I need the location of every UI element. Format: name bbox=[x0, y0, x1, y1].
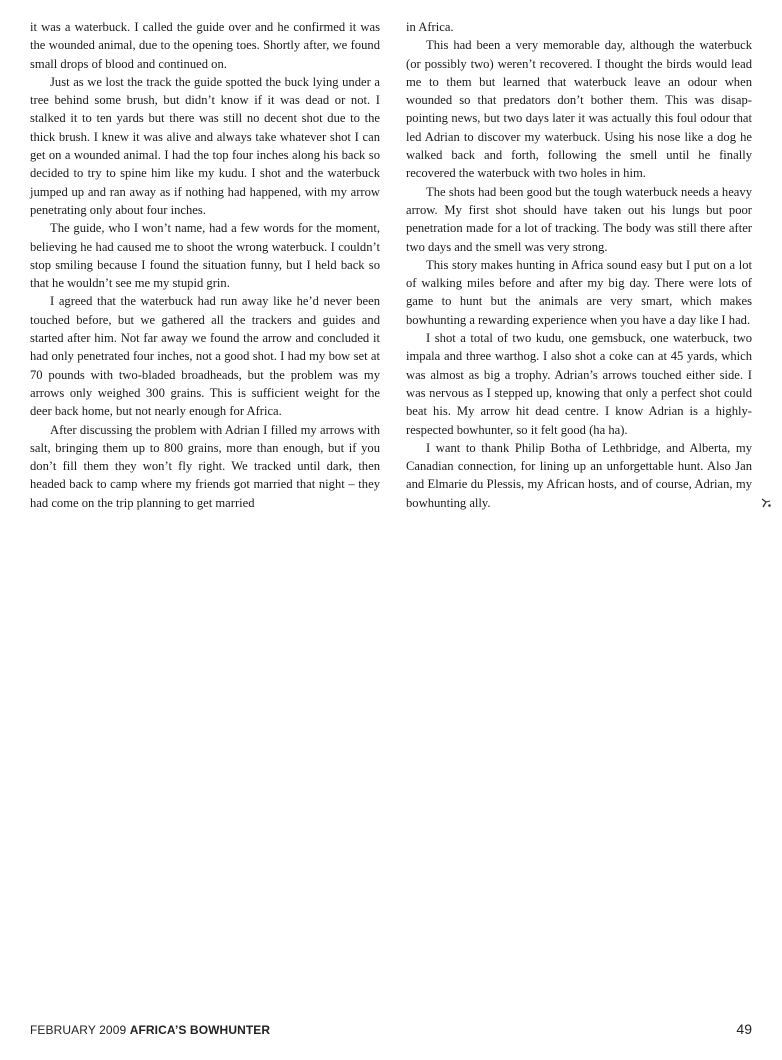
page-number: 49 bbox=[736, 1021, 752, 1037]
paragraph: in Africa. bbox=[406, 20, 454, 34]
footer-issue: FEBRUARY 2009 bbox=[30, 1023, 127, 1037]
paragraph: I agreed that the waterbuck had run away like he’d never been touched before, but we gathered all the trackers and guides and started after him. Not far away we found the arrow and concluded it had only penetrated four inches, not a good shot. I had my bow set at 70 pounds with two-bladed broadheads, but the problem was my arrows only weighed 300 grains. This is sufficient weight for the deer back home, but not nearly enough for Africa. bbox=[30, 294, 380, 419]
paragraph: The guide, who I won’t name, had a few words for the moment, believing he had caused me to shoot the wrong waterbuck. I couldn’t stop smiling because I found the situation funny, but I held back so that he wouldn’t see me my stupid grin. bbox=[30, 221, 380, 291]
paragraph-final bbox=[406, 439, 752, 512]
paragraph: This story makes hunting in Africa sound easy but I put on a lot of walking miles before and after my big day. There were lots of game to hunt but the animals are very smart, which makes bowhunting a rewarding experience when you have a day like I had. bbox=[406, 257, 752, 327]
paragraph-final-text: I want to thank Philip Botha of Lethbridge, and Alberta, my Canadian connection, for lining up an unforgettable hunt. Also Jan and Elmarie du Plessis, my African hosts, and of course, Adrian, my bowhunting ally. bbox=[406, 440, 752, 510]
paragraph: I shot a total of two kudu, one gemsbuck, one waterbuck, two impala and three warthog. I also shot a coke can at 45 yards, which was almost as big a trophy. Adrian’s arrows touched either side. I was nervous as I stepped up, knowing that only a perfect shot could beat his. My arrow hit dead centre. I know Adrian is a highly-respected bowhunter, so it felt good (ha ha). bbox=[406, 331, 752, 437]
footer-issue-line bbox=[30, 1023, 270, 1037]
page-footer bbox=[30, 1023, 752, 1043]
paragraph: Just as we lost the track the guide spotted the buck lying under a tree behind some brush, but didn’t know if it was dead or not. I stalked it to ten yards but there was still no decent shot due to the thick brush. I knew it was alive and always take whatever shot I can get on a wounded animal. I had the top four inches along his back so decided to try to spine him like my kudu. I shot and the waterbuck jumped up and ran away as if nothing had happened, with my arrow penetrating only about four inches. bbox=[30, 74, 380, 217]
article-left-column bbox=[30, 18, 380, 512]
article-right-column bbox=[406, 18, 752, 512]
paragraph: This had been a very memorable day, although the waterbuck (or possibly two) weren’t recovered. I thought the birds would lead me to them but learned that waterbuck leave an odour when wounded so that predators don’t bother them. This was disappointing news, but two days later it was actually this foul odour that led Adrian to discover my waterbuck. Using his nose like a dog he walked back and forth, following the smell until he finally recovered the waterbuck with two holes in him. bbox=[406, 38, 752, 181]
footer-magazine-name: AFRICA’S BOWHUNTER bbox=[129, 1023, 271, 1037]
paragraph: After discussing the problem with Adrian I filled my arrows with salt, bringing them up to 800 grains, more than enough, but if you don’t fill them they won’t fly right. We tracked until dark, then headed back to camp where my friends got married that night – they had come on the trip planning to get married bbox=[30, 422, 380, 510]
paragraph: it was a waterbuck. I called the guide over and he confirmed it was the wounded animal, due to the opening toes. Shortly after, we found small drops of blood and continued on. bbox=[30, 20, 380, 71]
arrow-end-mark-icon bbox=[740, 496, 752, 508]
paragraph: The shots had been good but the tough waterbuck needs a heavy arrow. My first shot should have taken out his lungs but poor penetration made for a lot of tracking. The body was still there after two days and the smell was very strong. bbox=[406, 184, 752, 254]
